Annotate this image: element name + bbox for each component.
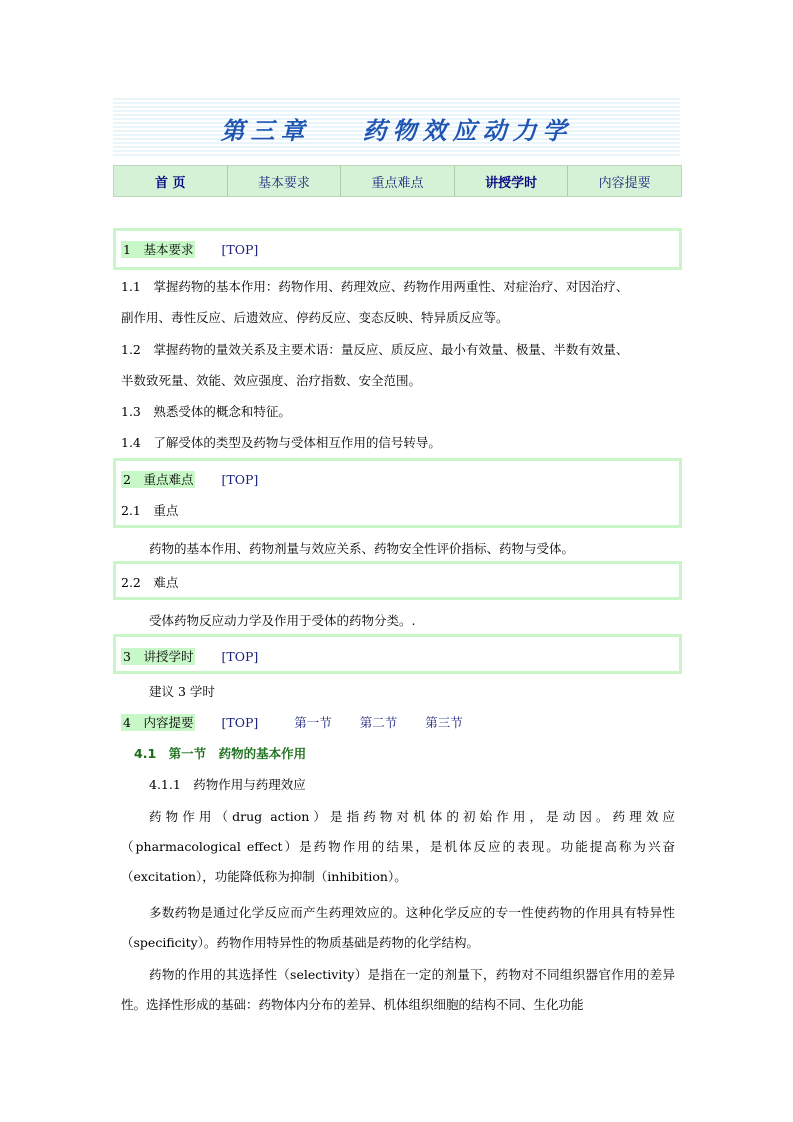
section-2-box (113, 458, 682, 528)
section-4-heading (121, 713, 463, 731)
nav-bar (113, 165, 682, 197)
chapter-number: 第三章 (220, 115, 311, 145)
chapter-name: 药物效应动力学 (362, 115, 573, 145)
s1-item-4: 1.4 了解受体的类型及药物与受体相互作用的信号转导。 (121, 435, 441, 450)
section-1-title: 基本要求 (143, 242, 194, 257)
section-3-top-link[interactable]: [TOP] (221, 649, 259, 664)
paragraph-selectivity: 药物的作用的其选择性（selectivity）是指在一定的剂量下，药物对不同组织器官作用的差异性。选择性形成的基础：药物体内分布的差异、机体组织细胞的结构不同、生化功能 (121, 967, 675, 1012)
section-1-heading (121, 240, 258, 258)
s1-item-3: 1.3 熟悉受体的概念和特征。 (121, 404, 291, 419)
section-1-number: 1 (123, 242, 131, 257)
sub-subsection-heading: 4.1.1 药物作用与药理效应 (149, 777, 306, 792)
section-2-number: 2 (123, 472, 131, 487)
s1-item-1-cont: 副作用、毒性反应、后遗效应、停药反应、变态反映、特异质反应等。 (121, 310, 509, 325)
teaching-hours-text: 建议 3 学时 (149, 684, 215, 699)
difficulties-label: 2.2 难点 (121, 575, 179, 590)
nav-content-summary[interactable]: 内容提要 (598, 175, 651, 191)
section-3-number: 3 (123, 649, 131, 664)
section-4-number: 4 (123, 715, 131, 730)
section-4-title: 内容提要 (143, 715, 194, 730)
link-section-2[interactable]: 第二节 (359, 715, 398, 730)
key-points-text: 药物的基本作用、药物剂量与效应关系、药物安全性评价指标、药物与受体。 (149, 541, 575, 556)
s1-item-2-cont: 半数致死量、效能、效应强度、治疗指数、安全范围。 (121, 373, 422, 388)
nav-key-points[interactable]: 重点难点 (341, 166, 455, 196)
chapter-title-band (113, 98, 680, 158)
nav-basic-requirements[interactable]: 基本要求 (228, 166, 342, 196)
section-2-top-link[interactable]: [TOP] (221, 472, 259, 487)
key-points-label: 2.1 重点 (121, 503, 179, 518)
section-4-top-link[interactable]: [TOP] (221, 715, 259, 730)
nav-teaching-hours[interactable]: 讲授学时 (455, 166, 569, 196)
section-3-heading (121, 647, 258, 665)
link-section-1[interactable]: 第一节 (294, 715, 332, 730)
section-1-top-link[interactable]: [TOP] (221, 242, 259, 257)
section-3-title: 讲授学时 (143, 649, 194, 664)
difficulties-box (113, 561, 682, 600)
paragraph-specificity: 多数药物是通过化学反应而产生药理效应的。这种化学反应的专一性使药物的作用具有特异性（specificity）。药物作用特异性的物质基础是药物的化学结构。 (121, 905, 675, 950)
subsection-heading: 4.1 第一节 药物的基本作用 (134, 746, 307, 761)
nav-home[interactable]: 首 页 (114, 166, 228, 196)
link-section-3[interactable]: 第三节 (425, 715, 463, 730)
paragraph-drug-action: 药物作用（drug action）是指药物对机体的初始作用，是动因。药理效应（pharmacological effect）是药物作用的结果，是机体反应的表现。功能提高称为兴奋（excitation），功能降低称为抑制（inhibition）。 (121, 809, 675, 884)
difficulties-text: 受体药物反应动力学及作用于受体的药物分类。. (149, 613, 416, 628)
s1-item-1: 1.1 掌握药物的基本作用：药物作用、药理效应、药物作用两重性、对症治疗、对因治疗、 (121, 279, 629, 294)
s1-item-2: 1.2 掌握药物的量效关系及主要术语：量反应、质反应、最小有效量、极量、半数有效量、 (121, 342, 629, 357)
section-2-title: 重点难点 (143, 472, 194, 487)
section-2-heading (121, 470, 258, 488)
